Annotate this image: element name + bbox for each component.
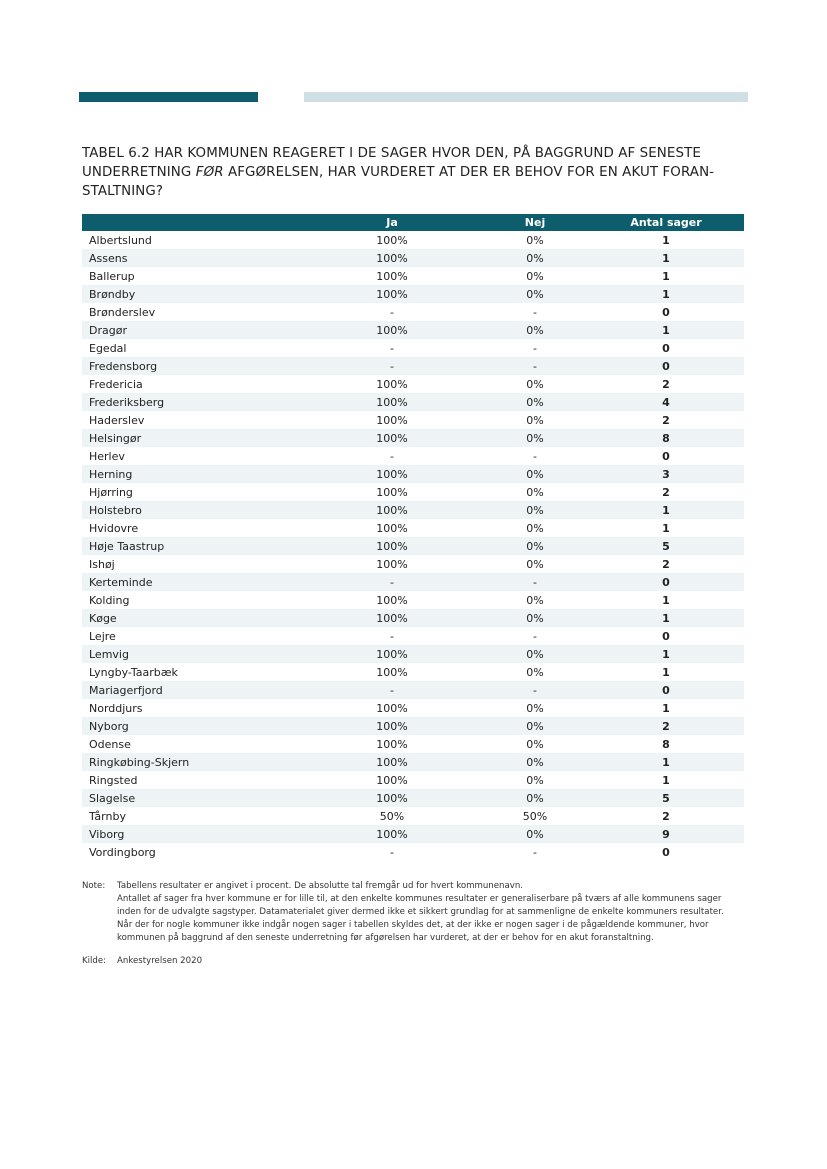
table-row: [82, 753, 744, 771]
antal-cell: 2: [588, 717, 744, 735]
table-title: [82, 144, 752, 201]
ja-cell: 100%: [302, 465, 482, 483]
municipality-cell: Brønderslev: [89, 305, 156, 319]
nej-cell: -: [482, 681, 588, 699]
nej-cell: 0%: [526, 737, 544, 751]
municipality-cell: Nyborg: [82, 717, 302, 735]
table-row: [82, 609, 744, 627]
table-row: [82, 375, 744, 393]
ja-cell: 100%: [376, 413, 408, 427]
table-row: [82, 465, 744, 483]
table-header-row: [82, 214, 744, 231]
ja-cell: 100%: [302, 429, 482, 447]
antal-cell: 2: [662, 485, 670, 499]
antal-cell: 8: [588, 429, 744, 447]
municipality-cell: Ringkøbing-Skjern: [82, 753, 302, 771]
nej-cell: 0%: [526, 413, 544, 427]
ja-cell: -: [390, 845, 394, 859]
title-text-emphasis: FØR: [195, 165, 224, 180]
table-body: [82, 231, 744, 861]
antal-cell: 1: [662, 521, 670, 535]
table-row: [82, 573, 744, 591]
municipality-cell: Fredericia: [89, 377, 143, 391]
municipality-cell: Herlev: [89, 449, 125, 463]
nej-cell: 0%: [482, 465, 588, 483]
municipality-cell: Ishøj: [89, 557, 115, 571]
municipality-cell: Ballerup: [89, 269, 135, 283]
nej-cell: 50%: [522, 809, 548, 823]
antal-cell: 2: [662, 557, 670, 571]
municipality-cell: Køge: [82, 609, 302, 627]
table-row: [82, 843, 744, 861]
antal-cell: 1: [588, 753, 744, 771]
table-row: [82, 681, 744, 699]
antal-cell: 4: [588, 393, 744, 411]
ja-cell: 100%: [376, 773, 408, 787]
table-row: [82, 789, 744, 807]
antal-cell: 1: [662, 593, 670, 607]
nej-cell: -: [533, 449, 537, 463]
note-label: Note:: [82, 881, 106, 891]
nej-cell: 0%: [482, 825, 588, 843]
nej-cell: 0%: [482, 717, 588, 735]
nej-cell: 0%: [526, 665, 544, 679]
table-row: [82, 231, 744, 249]
nej-cell: -: [482, 357, 588, 375]
nej-cell: 0%: [482, 393, 588, 411]
nej-cell: 0%: [482, 501, 588, 519]
antal-cell: 1: [588, 609, 744, 627]
municipality-cell: Lemvig: [82, 645, 302, 663]
municipality-cell: Kolding: [89, 593, 130, 607]
antal-cell: 0: [662, 305, 670, 319]
note-line: Antallet af sager fra hver kommune er for lille til, at den enkelte kommunes resultater er generaliserbare på tværs af alle kommunens sager inden for de udvalgte sagstyper. Datamaterialet giver dermed ikke et sikkert grundlag for at sammenligne de enkelte kommuners resultater.: [117, 894, 724, 917]
antal-cell: 9: [588, 825, 744, 843]
municipality-cell: Brøndby: [82, 285, 302, 303]
header-antal-sager: Antal sager: [588, 214, 744, 231]
municipality-cell: Holstebro: [82, 501, 302, 519]
ja-cell: 100%: [302, 825, 482, 843]
source-label: Kilde:: [82, 956, 107, 966]
nej-cell: 0%: [482, 753, 588, 771]
table-row: [82, 627, 744, 645]
ja-cell: 100%: [376, 377, 408, 391]
antal-cell: 1: [588, 501, 744, 519]
ja-cell: -: [302, 357, 482, 375]
nej-cell: -: [533, 629, 537, 643]
ja-cell: -: [302, 573, 482, 591]
table-row: [82, 501, 744, 519]
antal-cell: 1: [662, 665, 670, 679]
ja-cell: 100%: [302, 285, 482, 303]
antal-cell: 2: [662, 413, 670, 427]
header-ja: Ja: [302, 214, 482, 231]
ja-cell: 100%: [376, 485, 408, 499]
table-row: [82, 429, 744, 447]
municipality-cell: Lejre: [89, 629, 116, 643]
nej-cell: 0%: [526, 701, 544, 715]
table-row: [82, 321, 744, 339]
ja-cell: 100%: [376, 665, 408, 679]
table-row: [82, 411, 744, 429]
nej-cell: 0%: [482, 789, 588, 807]
ja-cell: 100%: [302, 645, 482, 663]
antal-cell: 1: [588, 285, 744, 303]
ja-cell: 100%: [376, 521, 408, 535]
table-row: [82, 645, 744, 663]
ja-cell: -: [302, 681, 482, 699]
header-municipality: [82, 214, 302, 231]
ja-cell: 100%: [302, 789, 482, 807]
table-row: [82, 537, 744, 555]
ja-cell: 100%: [376, 233, 408, 247]
table-row: [82, 771, 744, 789]
municipality-cell: Ringsted: [89, 773, 138, 787]
title-text-part2: AFGØRELSEN, HAR VURDERET AT DER ER BEHOV FOR EN AKUT FORAN-STALTNING?: [82, 165, 715, 199]
ja-cell: 100%: [376, 269, 408, 283]
antal-cell: 5: [588, 537, 744, 555]
ja-cell: -: [390, 629, 394, 643]
ja-cell: 100%: [302, 321, 482, 339]
ja-cell: 100%: [302, 537, 482, 555]
antal-cell: 8: [662, 737, 670, 751]
notes-section: [82, 880, 747, 968]
ja-cell: -: [390, 341, 394, 355]
header-accent-bar-dark: [79, 92, 258, 102]
antal-cell: 0: [662, 341, 670, 355]
table-row: [82, 807, 744, 825]
municipality-cell: Slagelse: [82, 789, 302, 807]
source-text: Ankestyrelsen 2020: [117, 956, 203, 966]
ja-cell: -: [390, 449, 394, 463]
table-row: [82, 519, 744, 537]
ja-cell: 100%: [302, 501, 482, 519]
title-text-part1: TABEL 6.2 HAR KOMMUNEN REAGERET I DE SAGER HVOR DEN, PÅ BAGGRUND AF SENESTE UNDERRETNING: [82, 146, 701, 180]
table-row: [82, 483, 744, 501]
municipality-cell: Albertslund: [89, 233, 152, 247]
note-line: Tabellens resultater er angivet i procent. De absolutte tal fremgår ud for hvert kommunenavn.: [117, 881, 524, 891]
municipality-cell: Odense: [89, 737, 131, 751]
header-nej: Nej: [482, 214, 588, 231]
municipality-cell: Frederiksberg: [82, 393, 302, 411]
antal-cell: 3: [588, 465, 744, 483]
nej-cell: 0%: [526, 485, 544, 499]
antal-cell: 1: [662, 773, 670, 787]
nej-cell: 0%: [482, 285, 588, 303]
table-row: [82, 285, 744, 303]
nej-cell: -: [482, 573, 588, 591]
nej-cell: 0%: [526, 521, 544, 535]
antal-cell: 1: [662, 701, 670, 715]
municipality-cell: Vordingborg: [89, 845, 156, 859]
antal-cell: 5: [588, 789, 744, 807]
ja-cell: 100%: [302, 393, 482, 411]
ja-cell: 50%: [379, 809, 405, 823]
table-row: [82, 735, 744, 753]
table-row: [82, 591, 744, 609]
note-line: Når der for nogle kommuner ikke indgår nogen sager i tabellen skyldes det, at der ikke er nogen sager i de pågældende kommuner, hvor kommunen på baggrund af den seneste underretning før afgørelsen har vurderet, at der er behov for en akut foranstaltning.: [117, 920, 709, 943]
nej-cell: 0%: [526, 773, 544, 787]
table-row: [82, 825, 744, 843]
nej-cell: 0%: [526, 269, 544, 283]
antal-cell: 1: [588, 321, 744, 339]
ja-cell: 100%: [302, 717, 482, 735]
antal-cell: 0: [588, 573, 744, 591]
nej-cell: 0%: [482, 429, 588, 447]
municipality-cell: Kerteminde: [82, 573, 302, 591]
table-row: [82, 267, 744, 285]
nej-cell: 0%: [482, 645, 588, 663]
ja-cell: 100%: [376, 701, 408, 715]
header-accent-bar-light: [304, 92, 748, 102]
nej-cell: 0%: [482, 249, 588, 267]
municipality-cell: Egedal: [89, 341, 127, 355]
ja-cell: 100%: [376, 557, 408, 571]
ja-cell: 100%: [302, 249, 482, 267]
antal-cell: 1: [662, 269, 670, 283]
municipality-cell: Helsingør: [82, 429, 302, 447]
municipality-cell: Høje Taastrup: [82, 537, 302, 555]
table-row: [82, 555, 744, 573]
municipality-cell: Haderslev: [89, 413, 145, 427]
nej-cell: -: [533, 341, 537, 355]
antal-cell: 0: [662, 629, 670, 643]
antal-cell: 2: [662, 377, 670, 391]
table-row: [82, 393, 744, 411]
table-row: [82, 717, 744, 735]
antal-cell: 1: [588, 645, 744, 663]
ja-cell: 100%: [302, 753, 482, 771]
nej-cell: 0%: [526, 557, 544, 571]
municipality-cell: Hjørring: [89, 485, 133, 499]
table-row: [82, 699, 744, 717]
table-row: [82, 249, 744, 267]
nej-cell: 0%: [526, 377, 544, 391]
nej-cell: -: [533, 305, 537, 319]
nej-cell: 0%: [482, 537, 588, 555]
antal-cell: 0: [662, 449, 670, 463]
nej-cell: 0%: [482, 609, 588, 627]
nej-cell: 0%: [526, 593, 544, 607]
ja-cell: 100%: [376, 737, 408, 751]
antal-cell: 0: [588, 681, 744, 699]
table-row: [82, 663, 744, 681]
municipality-cell: Tårnby: [89, 809, 126, 823]
table-row: [82, 447, 744, 465]
municipality-cell: Viborg: [82, 825, 302, 843]
table-row: [82, 339, 744, 357]
municipality-cell: Hvidovre: [89, 521, 139, 535]
ja-cell: 100%: [376, 593, 408, 607]
municipality-cell: Assens: [82, 249, 302, 267]
municipality-cell: Fredensborg: [82, 357, 302, 375]
antal-cell: 1: [662, 233, 670, 247]
table-row: [82, 303, 744, 321]
results-table: [82, 214, 744, 861]
municipality-cell: Norddjurs: [89, 701, 143, 715]
municipality-cell: Herning: [82, 465, 302, 483]
antal-cell: 2: [662, 809, 670, 823]
municipality-cell: Mariagerfjord: [82, 681, 302, 699]
municipality-cell: Dragør: [82, 321, 302, 339]
ja-cell: -: [390, 305, 394, 319]
antal-cell: 0: [662, 845, 670, 859]
antal-cell: 1: [588, 249, 744, 267]
nej-cell: -: [533, 845, 537, 859]
nej-cell: 0%: [482, 321, 588, 339]
municipality-cell: Lyngby-Taarbæk: [89, 665, 178, 679]
table-row: [82, 357, 744, 375]
nej-cell: 0%: [526, 233, 544, 247]
ja-cell: 100%: [302, 609, 482, 627]
antal-cell: 0: [588, 357, 744, 375]
